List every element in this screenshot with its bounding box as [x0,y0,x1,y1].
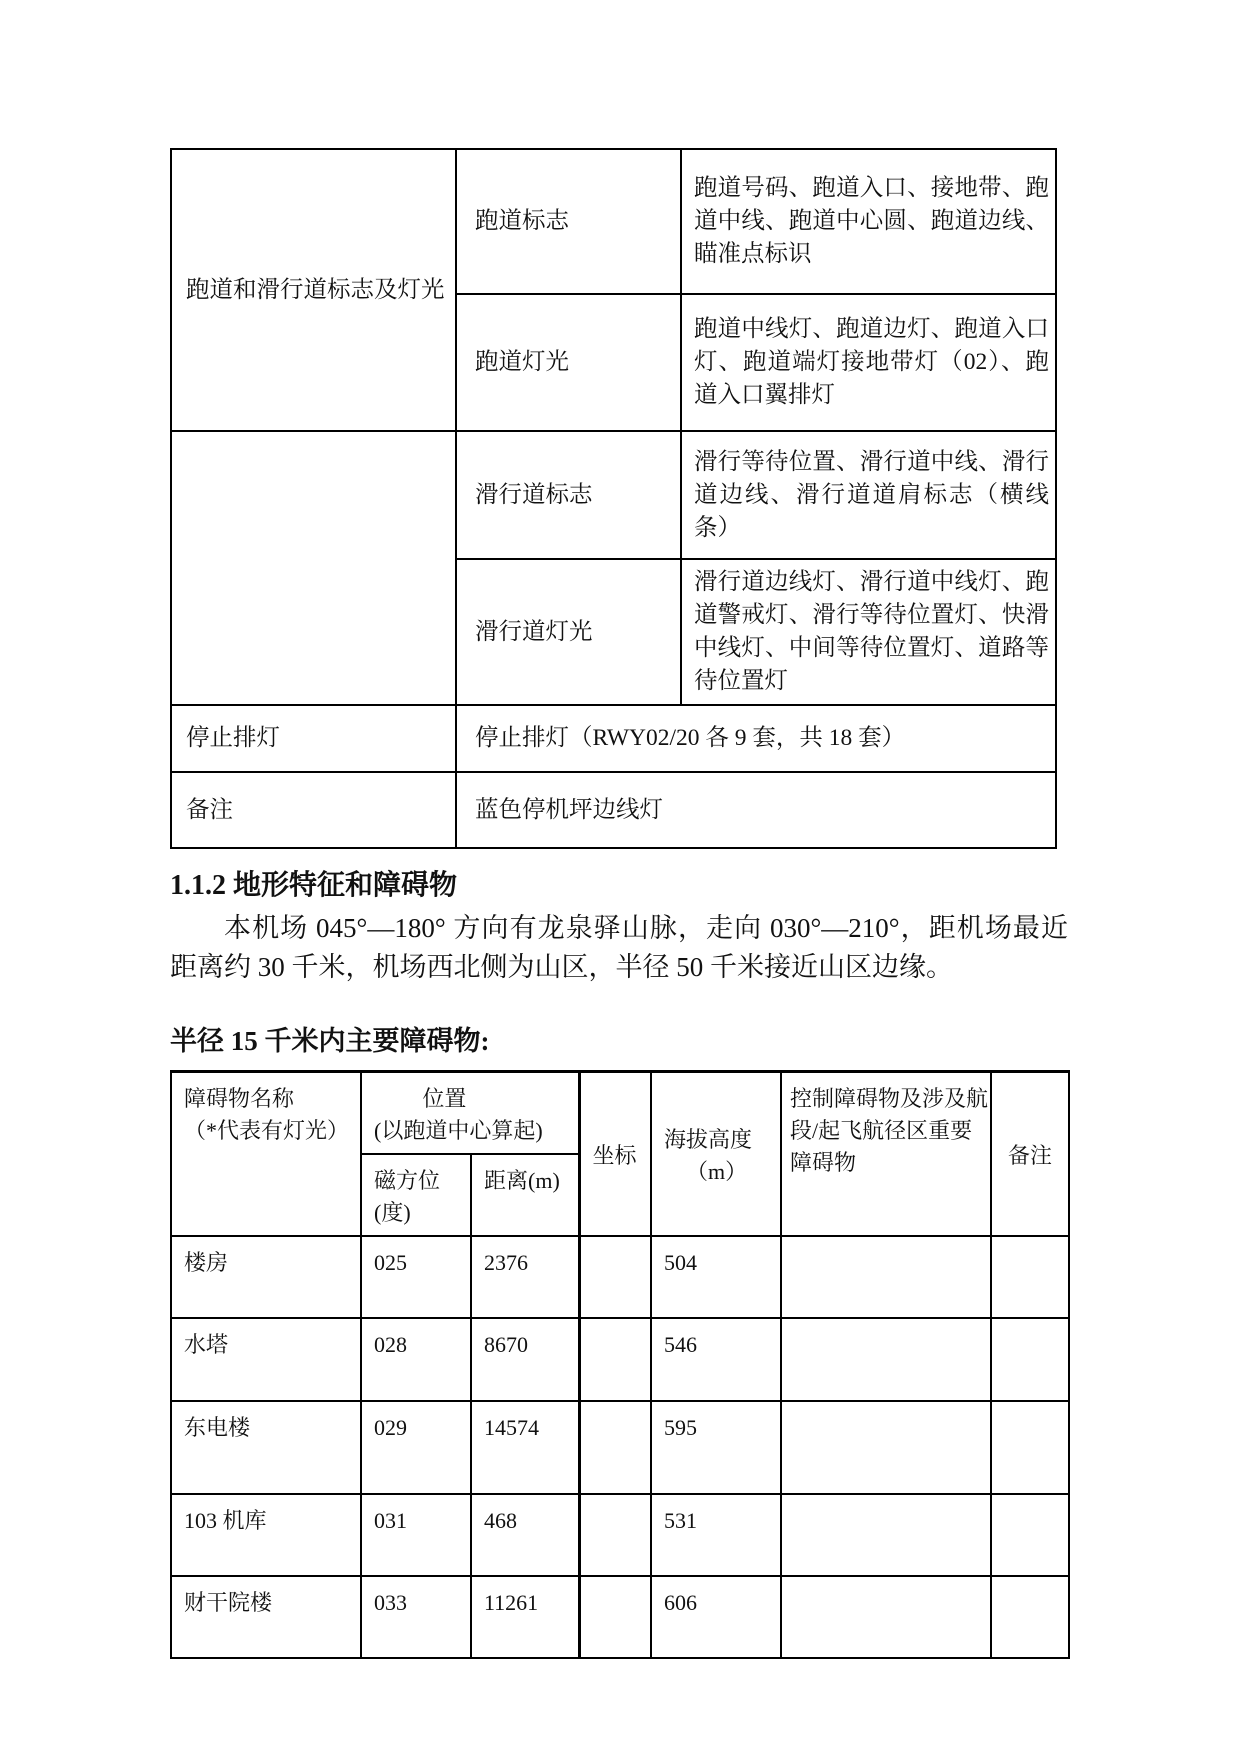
table-row [171,1401,1069,1494]
obstacle-elevation: 595 [651,1401,781,1494]
table-row [171,149,1056,294]
obstacle-name-note: （*代表有灯光） [184,1118,350,1143]
table-row [171,772,1056,848]
obstacle-name: 楼房 [171,1236,361,1318]
taxiway-marking-label: 滑行道标志 [456,431,681,559]
obstacle-distance: 14574 [471,1401,579,1494]
stop-bar-label: 停止排灯 [171,705,456,772]
obstacle-elevation: 606 [651,1576,781,1658]
obstacle-bearing: 029 [361,1401,471,1494]
obstacle-name: 103 机库 [171,1494,361,1576]
table-row [171,1576,1069,1658]
runway-marking-content: 跑道号码、跑道入口、接地带、跑道中线、跑道中心圆、跑道边线、瞄准点标识 [681,149,1056,294]
col-header-elevation [651,1072,781,1237]
table-header-row [171,1072,1069,1155]
obstacle-table [170,1070,1070,1659]
empty-group-cell [171,431,456,705]
obstacle-remark [991,1576,1069,1658]
terrain-paragraph: 本机场 045°—180° 方向有龙泉驿山脉，走向 030°—210°，距机场最近距离约 30 千米，机场西北侧为山区，半径 50 千米接近山区边缘。 [170,913,1068,982]
taxiway-marking-content: 滑行等待位置、滑行道中线、滑行道边线、滑行道道肩标志（横线条） [681,431,1056,559]
obstacle-elevation: 546 [651,1318,781,1401]
obstacle-bearing: 025 [361,1236,471,1318]
obstacle-bearing: 028 [361,1318,471,1401]
col-header-distance: 距离(m) [471,1154,579,1236]
obstacle-name: 东电楼 [171,1401,361,1494]
obstacle-coordinates [579,1401,651,1494]
runway-marking-label: 跑道标志 [456,149,681,294]
table-row [171,431,1056,559]
obstacle-distance: 11261 [471,1576,579,1658]
runway-light-label: 跑道灯光 [456,294,681,431]
obstacle-table-title: 半径 15 千米内主要障碍物: [170,1026,490,1056]
table-row [171,705,1056,772]
col-header-position [361,1072,579,1155]
obstacle-coordinates [579,1494,651,1576]
obstacle-remark [991,1401,1069,1494]
position-header: 位置 [422,1086,467,1111]
obstacle-bearing: 031 [361,1494,471,1576]
obstacle-name: 水塔 [171,1318,361,1401]
obstacle-control [781,1576,991,1658]
remark-content: 蓝色停机坪边线灯 [456,772,1056,848]
position-note: (以跑道中心算起) [374,1118,543,1143]
elevation-unit: （m） [686,1159,748,1184]
obstacle-remark [991,1236,1069,1318]
runway-light-content: 跑道中线灯、跑道边灯、跑道入口灯、跑道端灯接地带灯（02）、跑道入口翼排灯 [681,294,1056,431]
stop-bar-content: 停止排灯（RWY02/20 各 9 套，共 18 套） [456,705,1056,772]
obstacle-elevation: 504 [651,1236,781,1318]
marking-group-label: 跑道和滑行道标志及灯光 [171,149,456,431]
obstacle-coordinates [579,1576,651,1658]
col-header-control: 控制障碍物及涉及航段/起飞航径区重要障碍物 [781,1072,991,1237]
table-row [171,1494,1069,1576]
col-header-coordinates: 坐标 [579,1072,651,1237]
section-heading: 1.1.2 地形特征和障碍物 [170,870,458,901]
obstacle-control [781,1401,991,1494]
obstacle-distance: 2376 [471,1236,579,1318]
obstacle-remark [991,1318,1069,1401]
taxiway-light-content: 滑行道边线灯、滑行道中线灯、跑道警戒灯、滑行等待位置灯、快滑中线灯、中间等待位置灯、道路等待位置灯 [681,559,1056,705]
obstacle-name: 财干院楼 [171,1576,361,1658]
obstacle-distance: 8670 [471,1318,579,1401]
obstacle-bearing: 033 [361,1576,471,1658]
obstacle-coordinates [579,1318,651,1401]
obstacle-coordinates [579,1236,651,1318]
obstacle-control [781,1236,991,1318]
remark-label: 备注 [171,772,456,848]
table-row [171,1236,1069,1318]
obstacle-control [781,1318,991,1401]
col-header-bearing: 磁方位(度) [361,1154,471,1236]
runway-marking-table [170,148,1057,849]
obstacle-distance: 468 [471,1494,579,1576]
elevation-header: 海拔高度 [664,1127,753,1152]
obstacle-remark [991,1494,1069,1576]
col-header-remark: 备注 [991,1072,1069,1237]
taxiway-light-label: 滑行道灯光 [456,559,681,705]
obstacle-name-header: 障碍物名称 [184,1086,295,1111]
col-header-obstacle-name [171,1072,361,1237]
obstacle-elevation: 531 [651,1494,781,1576]
table-row [171,1318,1069,1401]
obstacle-control [781,1494,991,1576]
document-page [170,148,1068,1659]
